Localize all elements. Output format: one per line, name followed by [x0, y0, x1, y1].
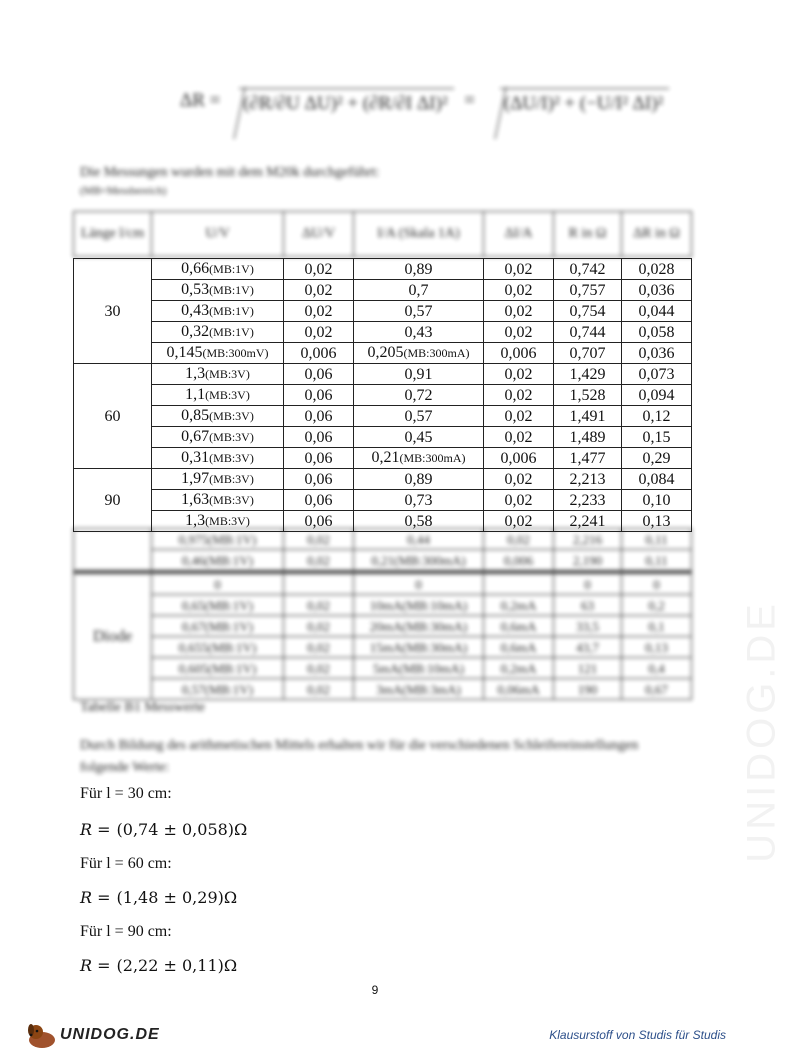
length-cell: 90	[74, 469, 152, 532]
cell-value: 0,02	[504, 491, 533, 509]
du-cell	[284, 469, 354, 490]
result-number: (0,74 ± 0,058)Ω	[116, 820, 248, 839]
length-cell: 30	[74, 259, 152, 364]
table-row	[74, 572, 692, 595]
table-row	[74, 637, 692, 658]
header-length: Länge l/cm	[74, 212, 152, 257]
watermark: UNIDOG.DE	[740, 600, 784, 863]
dr-cell	[622, 406, 692, 427]
du-cell: 0,02	[284, 616, 354, 637]
du-cell	[284, 427, 354, 448]
cell-value: 0,06	[304, 407, 333, 425]
dr-cell	[622, 301, 692, 322]
range-note: (MB:3V)	[209, 493, 254, 507]
formula-root-2: (ΔU/I)² + (−U/I² ΔI)²	[500, 88, 670, 115]
range-note: (MB:300mV)	[202, 346, 269, 360]
dr-cell: 0,2	[622, 595, 692, 616]
result-symbol: R =	[80, 956, 111, 975]
cell-value: 0,02	[504, 323, 533, 341]
u-cell: 0,605(MB:1V)	[152, 658, 284, 679]
r-cell: 33,5	[554, 616, 622, 637]
di-cell	[484, 448, 554, 469]
cell-value: 0,12	[642, 407, 671, 425]
cell-value: 0,06	[304, 365, 333, 383]
range-note: (MB:3V)	[209, 409, 254, 423]
cell-value: 0,094	[638, 386, 675, 404]
r-cell	[554, 343, 622, 364]
table-row	[74, 469, 692, 490]
mean-paragraph: Durch Bildung des arithmetischen Mittels erhalten wir für die verschiedenen Schleifereinstellungen folgende Werte:	[80, 738, 639, 775]
table-row	[74, 343, 692, 364]
header-i: I/A (Skala 1A)	[354, 212, 484, 257]
cell-value: 0,57	[404, 407, 433, 425]
cell-value: 0,21	[371, 449, 400, 466]
r-cell	[554, 364, 622, 385]
u-cell	[152, 301, 284, 322]
u-cell	[152, 427, 284, 448]
di-cell: 0,06mA	[484, 679, 554, 700]
u-cell: 0	[152, 572, 284, 595]
u-cell: 0,57(MB:1V)	[152, 679, 284, 700]
dr-cell	[622, 364, 692, 385]
cell-value: 0,044	[638, 302, 675, 320]
result-value	[80, 888, 237, 907]
i-cell	[354, 259, 484, 280]
cell-value: 0,85	[181, 407, 210, 424]
table-row	[74, 490, 692, 511]
dr-cell: 0	[622, 572, 692, 595]
du-cell	[284, 572, 354, 595]
result-label: Für l = 90 cm:	[80, 923, 172, 940]
cell-value: 0,036	[638, 344, 675, 362]
r-cell	[554, 469, 622, 490]
range-note: (MB:1V)	[209, 262, 254, 276]
du-cell	[284, 364, 354, 385]
result-number: (2,22 ± 0,11)Ω	[116, 956, 238, 975]
r-cell	[554, 301, 622, 322]
cell-value: 0,744	[569, 323, 606, 341]
r-cell	[554, 490, 622, 511]
di-cell	[484, 572, 554, 595]
cell-value: 2,213	[569, 470, 606, 488]
logo-text: UNIDOG.DE	[60, 1026, 160, 1043]
di-cell	[484, 490, 554, 511]
i-cell	[354, 427, 484, 448]
cell-value: 0,06	[304, 386, 333, 404]
table-row	[74, 280, 692, 301]
cell-value: 0,58	[404, 512, 433, 530]
dr-cell	[622, 469, 692, 490]
cell-value: 0,29	[642, 449, 671, 467]
table-row	[74, 550, 692, 573]
r-cell: 43,7	[554, 637, 622, 658]
cell-value: 0,7	[408, 281, 429, 299]
result-symbol: R =	[80, 820, 111, 839]
page-number: 9	[371, 983, 379, 997]
range-note: (MB:300mA)	[403, 346, 470, 360]
cell-value: 0,02	[504, 302, 533, 320]
cell-value: 0,06	[304, 491, 333, 509]
r-cell	[554, 448, 622, 469]
i-cell	[354, 364, 484, 385]
i-cell: 0,21(MB:300mA)	[354, 550, 484, 573]
du-cell: 0,02	[284, 658, 354, 679]
dog-icon	[24, 1020, 60, 1050]
footer-logo	[24, 1020, 160, 1050]
cell-value: 0,72	[404, 386, 433, 404]
cell-value: 0,06	[304, 470, 333, 488]
r-cell: 121	[554, 658, 622, 679]
i-cell: 5mA(MB:10mA)	[354, 658, 484, 679]
cell-value: 0,43	[404, 323, 433, 341]
du-cell	[284, 259, 354, 280]
i-cell	[354, 490, 484, 511]
cell-value: 0,02	[504, 512, 533, 530]
cell-value: 0,91	[404, 365, 433, 383]
r-cell	[554, 322, 622, 343]
cell-value: 0,32	[181, 323, 210, 340]
i-cell	[354, 385, 484, 406]
range-note: (MB:3V)	[205, 514, 250, 528]
di-cell	[484, 343, 554, 364]
du-cell	[284, 343, 354, 364]
table-row	[74, 595, 692, 616]
u-cell: 0,46(MB:1V)	[152, 550, 284, 573]
du-cell: 0,02	[284, 679, 354, 700]
u-cell	[152, 406, 284, 427]
di-cell: 0,6mA	[484, 637, 554, 658]
blurred-table	[73, 528, 692, 700]
diode-label: Diode	[74, 572, 152, 700]
cell-value: 0,707	[569, 344, 606, 362]
range-note: (MB:1V)	[209, 283, 254, 297]
cell-value: 0,13	[642, 512, 671, 530]
cell-value: 0,02	[504, 260, 533, 278]
range-note: (MB:3V)	[209, 472, 254, 486]
di-cell	[484, 364, 554, 385]
dr-cell	[622, 280, 692, 301]
du-cell: 0,02	[284, 637, 354, 658]
intro-line-1: Die Messungen wurden mit dem M20k durchgeführt:	[80, 165, 380, 180]
cell-value: 0,145	[166, 344, 203, 361]
intro-line-2: (MB=Messbereich)	[80, 185, 167, 197]
cell-value: 0,67	[181, 428, 210, 445]
table-row	[74, 301, 692, 322]
dr-cell	[622, 448, 692, 469]
du-cell: 0,02	[284, 529, 354, 550]
table-row	[74, 658, 692, 679]
cell-value: 0,02	[304, 323, 333, 341]
dr-cell	[622, 343, 692, 364]
r-cell: 190	[554, 679, 622, 700]
dr-cell	[622, 259, 692, 280]
cell-value: 0,02	[304, 302, 333, 320]
table-row	[74, 529, 692, 550]
formula-root-1: (∂R/∂U ΔU)² + (∂R/∂I ΔI)²	[239, 88, 453, 115]
cell-value: 0,43	[181, 302, 210, 319]
cell-value: 0,10	[642, 491, 671, 509]
i-cell: 15mA(MB:30mA)	[354, 637, 484, 658]
r-cell	[554, 427, 622, 448]
r-cell	[554, 280, 622, 301]
table-row	[74, 616, 692, 637]
dr-cell: 0,1	[622, 616, 692, 637]
u-cell	[152, 385, 284, 406]
cell-value: 0,15	[642, 428, 671, 446]
formula-lhs: ΔR =	[180, 89, 221, 111]
dr-cell	[622, 385, 692, 406]
cell-value: 2,233	[569, 491, 606, 509]
table-header	[73, 211, 692, 257]
di-cell	[484, 259, 554, 280]
cell-value: 0,02	[504, 470, 533, 488]
cell-value: 1,1	[185, 386, 206, 403]
di-cell: 0,2mA	[484, 595, 554, 616]
r-cell: 2,190	[554, 550, 622, 573]
range-note: (MB:1V)	[209, 325, 254, 339]
cell-value: 0,06	[304, 449, 333, 467]
header-du: ΔU/V	[284, 212, 354, 257]
range-note: (MB:3V)	[209, 451, 254, 465]
table-row	[74, 385, 692, 406]
dr-cell	[622, 322, 692, 343]
cell-value: 1,429	[569, 365, 606, 383]
di-cell: 0,6mA	[484, 616, 554, 637]
table-row	[74, 427, 692, 448]
u-cell	[152, 259, 284, 280]
cell-value: 0,02	[304, 281, 333, 299]
di-cell: 0,2mA	[484, 658, 554, 679]
du-cell	[284, 448, 354, 469]
cell-value: 1,489	[569, 428, 606, 446]
u-cell	[152, 490, 284, 511]
cell-value: 2,241	[569, 512, 606, 530]
length-cell: 60	[74, 364, 152, 469]
dr-cell: 0,11	[622, 529, 692, 550]
range-note: (MB:300mA)	[399, 451, 466, 465]
r-cell: 0	[554, 572, 622, 595]
cell-value: 0,02	[504, 407, 533, 425]
formula-eq: =	[464, 89, 475, 111]
result-number: (1,48 ± 0,29)Ω	[116, 888, 238, 907]
cell-value: 0,66	[181, 260, 210, 277]
cell-value: 0,02	[304, 260, 333, 278]
cell-value: 0,73	[404, 491, 433, 509]
table-row	[74, 679, 692, 700]
u-cell: 0,655(MB:1V)	[152, 637, 284, 658]
header-r: R in Ω	[554, 212, 622, 257]
cell-value: 0,89	[404, 260, 433, 278]
di-cell: 0,02	[484, 529, 554, 550]
length-cell-continued	[74, 529, 152, 573]
i-cell	[354, 343, 484, 364]
u-cell: 0,67(MB:1V)	[152, 616, 284, 637]
cell-value: 0,31	[181, 449, 210, 466]
i-cell: 0	[354, 572, 484, 595]
di-cell	[484, 322, 554, 343]
cell-value: 0,53	[181, 281, 210, 298]
di-cell	[484, 406, 554, 427]
cell-value: 0,028	[638, 260, 675, 278]
cell-value: 0,006	[500, 344, 537, 362]
table-row	[74, 448, 692, 469]
cell-value: 0,06	[304, 428, 333, 446]
du-cell	[284, 280, 354, 301]
u-cell	[152, 469, 284, 490]
header-di: ΔI/A	[484, 212, 554, 257]
r-cell	[554, 406, 622, 427]
range-note: (MB:3V)	[205, 388, 250, 402]
u-cell: 0,65(MB:1V)	[152, 595, 284, 616]
i-cell: 0,44	[354, 529, 484, 550]
cell-value: 0,02	[504, 428, 533, 446]
dr-cell: 0,11	[622, 550, 692, 573]
dr-cell: 0,4	[622, 658, 692, 679]
i-cell	[354, 280, 484, 301]
di-cell	[484, 385, 554, 406]
table-row	[74, 364, 692, 385]
cell-value: 0,57	[404, 302, 433, 320]
i-cell	[354, 406, 484, 427]
range-note: (MB:1V)	[209, 304, 254, 318]
cell-value: 0,058	[638, 323, 675, 341]
du-cell	[284, 490, 354, 511]
result-symbol: R =	[80, 888, 111, 907]
table-row	[74, 406, 692, 427]
header-u: U/V	[152, 212, 284, 257]
i-cell	[354, 448, 484, 469]
di-cell	[484, 469, 554, 490]
du-cell	[284, 301, 354, 322]
cell-value: 0,084	[638, 470, 675, 488]
dr-cell: 0,67	[622, 679, 692, 700]
r-cell: 63	[554, 595, 622, 616]
table-row	[74, 259, 692, 280]
cell-value: 1,491	[569, 407, 606, 425]
cell-value: 1,63	[181, 491, 210, 508]
u-cell: 0,975(MB:1V)	[152, 529, 284, 550]
di-cell: 0,006	[484, 550, 554, 573]
du-cell: 0,02	[284, 550, 354, 573]
dr-cell: 0,13	[622, 637, 692, 658]
du-cell: 0,02	[284, 595, 354, 616]
i-cell: 20mA(MB:30mA)	[354, 616, 484, 637]
cell-value: 0,036	[638, 281, 675, 299]
cell-value: 0,073	[638, 365, 675, 383]
error-formula	[180, 88, 664, 148]
i-cell	[354, 322, 484, 343]
cell-value: 0,45	[404, 428, 433, 446]
di-cell	[484, 301, 554, 322]
u-cell	[152, 364, 284, 385]
cell-value: 0,006	[300, 344, 337, 362]
u-cell	[152, 322, 284, 343]
result-label: Für l = 30 cm:	[80, 785, 172, 802]
measurement-table	[73, 258, 692, 532]
cell-value: 0,02	[504, 281, 533, 299]
du-cell	[284, 385, 354, 406]
result-value	[80, 820, 247, 839]
cell-value: 0,757	[569, 281, 606, 299]
range-note: (MB:3V)	[205, 367, 250, 381]
cell-value: 1,3	[185, 365, 206, 382]
cell-value: 1,528	[569, 386, 606, 404]
cell-value: 0,754	[569, 302, 606, 320]
cell-value: 1,3	[185, 512, 206, 529]
di-cell	[484, 280, 554, 301]
cell-value: 1,477	[569, 449, 606, 467]
range-note: (MB:3V)	[209, 430, 254, 444]
cell-value: 0,742	[569, 260, 606, 278]
dr-cell	[622, 490, 692, 511]
cell-value: 0,02	[504, 365, 533, 383]
cell-value: 1,97	[181, 470, 210, 487]
cell-value: 0,02	[504, 386, 533, 404]
r-cell	[554, 385, 622, 406]
r-cell: 2,216	[554, 529, 622, 550]
footer-tagline: Klausurstoff von Studis für Studis	[549, 1028, 726, 1042]
header-dr: ΔR in Ω	[622, 212, 692, 257]
cell-value: 0,89	[404, 470, 433, 488]
table-caption: Tabelle B1 Messwerte	[80, 700, 205, 715]
u-cell	[152, 280, 284, 301]
r-cell	[554, 259, 622, 280]
cell-value: 0,06	[304, 512, 333, 530]
i-cell: 10mA(MB:10mA)	[354, 595, 484, 616]
result-value	[80, 956, 237, 975]
du-cell	[284, 406, 354, 427]
i-cell	[354, 301, 484, 322]
i-cell	[354, 469, 484, 490]
i-cell: 3mA(MB:3mA)	[354, 679, 484, 700]
result-label: Für l = 60 cm:	[80, 855, 172, 872]
dr-cell	[622, 427, 692, 448]
u-cell	[152, 448, 284, 469]
table-row	[74, 322, 692, 343]
di-cell	[484, 427, 554, 448]
cell-value: 0,205	[367, 344, 404, 361]
du-cell	[284, 322, 354, 343]
cell-value: 0,006	[500, 449, 537, 467]
u-cell	[152, 343, 284, 364]
